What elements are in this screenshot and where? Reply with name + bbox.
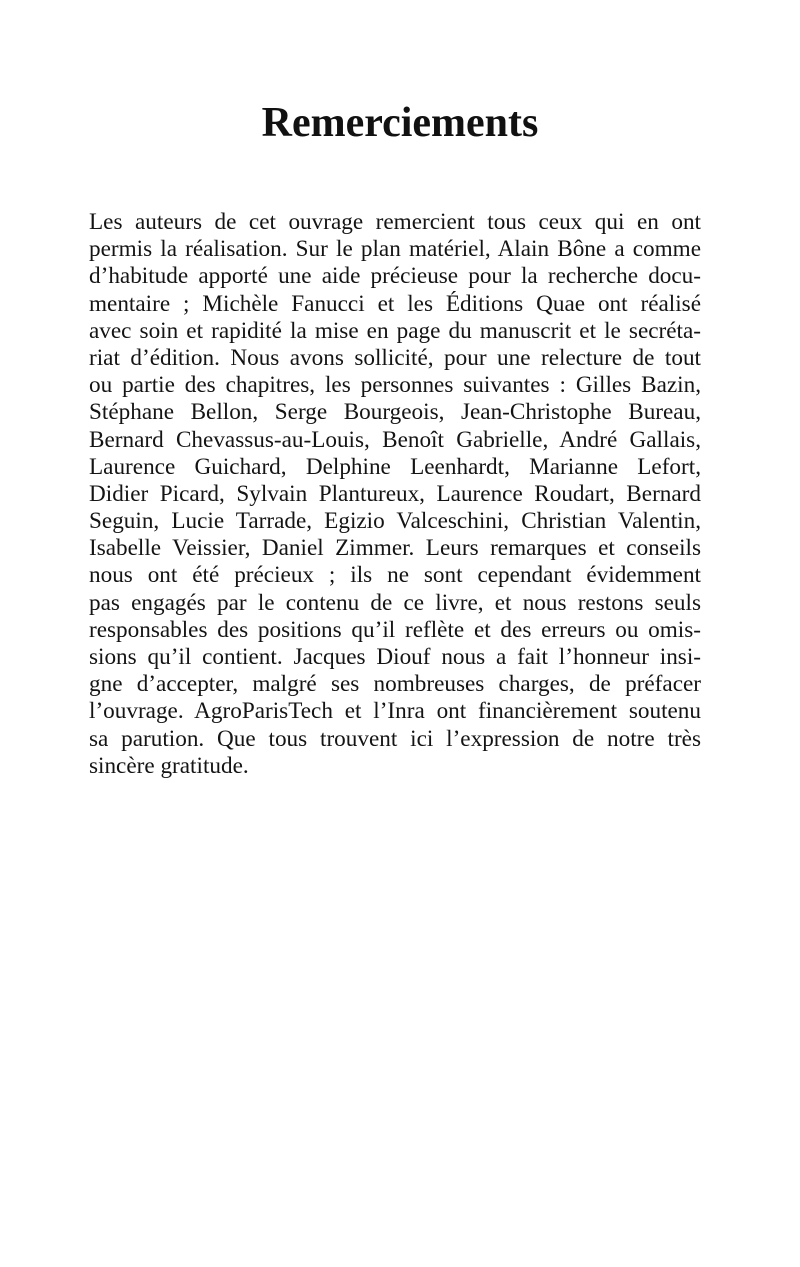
- paragraph-line: Didier Picard, Sylvain Plantureux, Laurence Roudart, Bernard: [89, 480, 701, 507]
- paragraph-line: Stéphane Bellon, Serge Bourgeois, Jean-Christophe Bureau,: [89, 399, 701, 426]
- paragraph-line: l’ouvrage. AgroParisTech et l’Inra ont financièrement soutenu: [89, 698, 701, 725]
- paragraph-line: nous ont été précieux ; ils ne sont cependant évidemment: [89, 562, 701, 589]
- page-title: Remerciements: [261, 100, 539, 146]
- paragraph-line: permis la réalisation. Sur le plan matériel, Alain Bône a comme: [89, 236, 701, 263]
- paragraph-line: gne d’accepter, malgré ses nombreuses charges, de préfacer: [89, 671, 701, 698]
- paragraph-line: ou partie des chapitres, les personnes suivantes : Gilles Bazin,: [89, 372, 701, 399]
- paragraph-line: Les auteurs de cet ouvrage remercient tous ceux qui en ont: [89, 209, 701, 235]
- paragraph-line: riat d’édition. Nous avons sollicité, pour une relecture de tout: [89, 344, 701, 371]
- paragraph-line: pas engagés par le contenu de ce livre, et nous restons seuls: [89, 589, 701, 616]
- paragraph-line: sa parution. Que tous trouvent ici l’expression de notre très: [89, 725, 701, 752]
- paragraph-line: sincère gratitude.: [89, 752, 249, 779]
- paragraph-line: Laurence Guichard, Delphine Leenhardt, Marianne Lefort,: [89, 453, 701, 480]
- paragraph-line: Bernard Chevassus-au-Louis, Benoît Gabrielle, André Gallais,: [89, 426, 701, 453]
- paragraph-line: Isabelle Veissier, Daniel Zimmer. Leurs remarques et conseils: [89, 535, 701, 562]
- paragraph-line: mentaire ; Michèle Fanucci et les Éditions Quae ont réalisé: [89, 290, 701, 317]
- paragraph-line: d’habitude apporté une aide précieuse pour la recherche docu-: [89, 263, 701, 290]
- paragraph-line: sions qu’il contient. Jacques Diouf nous a fait l’honneur insi-: [89, 644, 701, 670]
- paragraph-line: avec soin et rapidité la mise en page du manuscrit et le secréta-: [89, 317, 701, 344]
- paragraph-line: responsables des positions qu’il reflète et des erreurs ou omis-: [89, 616, 701, 643]
- acknowledgements-paragraph: [89, 209, 701, 780]
- paragraph-line: Seguin, Lucie Tarrade, Egizio Valceschini, Christian Valentin,: [89, 508, 701, 535]
